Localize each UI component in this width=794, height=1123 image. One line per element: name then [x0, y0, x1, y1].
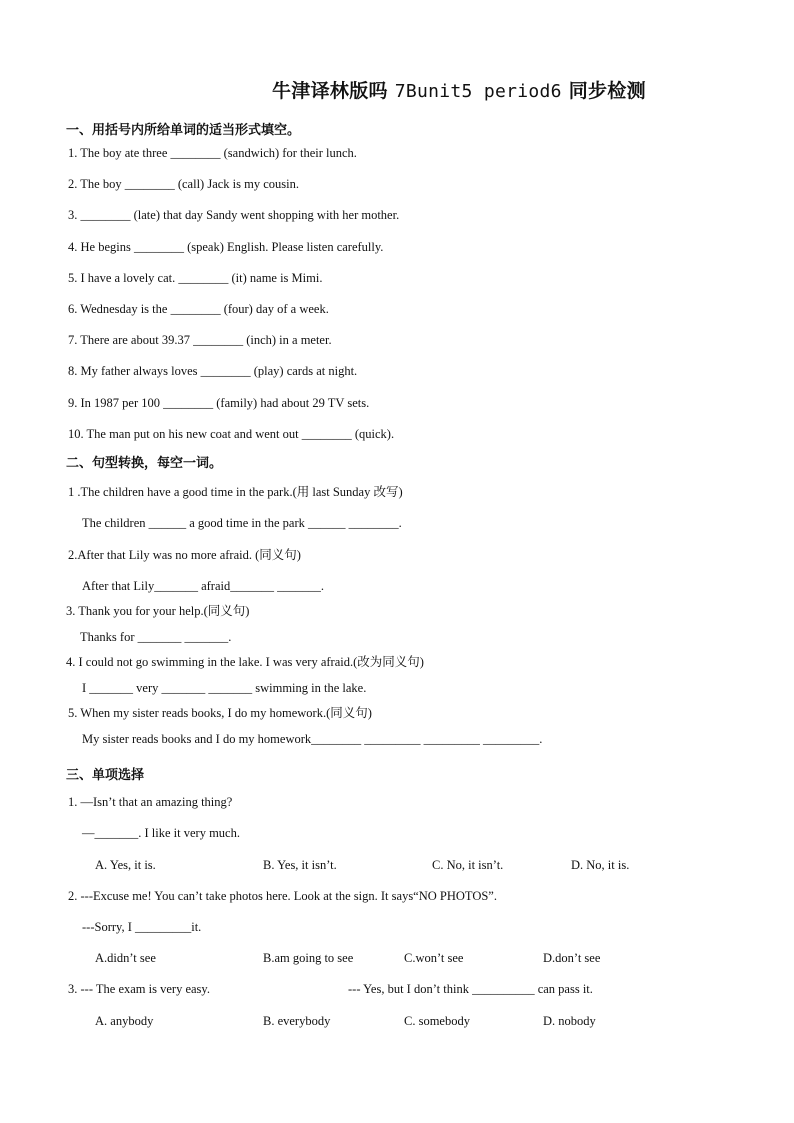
s3-q2-option-c: C.won’t see	[404, 951, 464, 965]
s2-answer-3: Thanks for _______ _______.	[80, 630, 232, 644]
s1-question-7: 7. There are about 39.37 ________ (inch) in a meter.	[68, 333, 332, 347]
s3-q3-option-d: D. nobody	[543, 1014, 596, 1028]
s3-question-1: 1. —Isn’t that an amazing thing?	[68, 795, 233, 809]
s1-question-1: 1. The boy ate three ________ (sandwich) for their lunch.	[68, 146, 357, 160]
s3-q2-option-d: D.don’t see	[543, 951, 601, 965]
s3-q1-option-b: B. Yes, it isn’t.	[263, 858, 337, 872]
s3-q3-option-c: C. somebody	[404, 1014, 470, 1028]
section-3-heading: 三、单项选择	[66, 768, 145, 783]
s1-question-10: 10. The man put on his new coat and went out ________ (quick).	[68, 427, 395, 441]
s2-answer-5: My sister reads books and I do my homework________ _________ _________ _________.	[82, 732, 543, 746]
section-2-heading: 二、句型转换，每空一词。	[66, 456, 223, 471]
s2-answer-4: I _______ very _______ _______ swimming in the lake.	[82, 681, 367, 695]
s3-q2-option-a: A.didn’t see	[95, 951, 156, 965]
s2-question-2: 2.After that Lily was no more afraid. (同义句)	[68, 548, 301, 562]
s3-question-2: 2. ---Excuse me! You can’t take photos here. Look at the sign. It says“NO PHOTOS”.	[68, 889, 497, 903]
s3-question-1-response: —_______. I like it very much.	[82, 826, 240, 840]
s3-q1-option-d: D. No, it is.	[571, 858, 630, 872]
s2-question-1: 1 .The children have a good time in the park.(用 last Sunday 改写)	[68, 485, 403, 499]
s3-question-3: 3. --- The exam is very easy.	[68, 982, 210, 996]
s2-answer-2: After that Lily_______ afraid_______ _______.	[82, 579, 324, 593]
s3-q3-option-a: A. anybody	[95, 1014, 154, 1028]
s1-question-5: 5. I have a lovely cat. ________ (it) name is Mimi.	[68, 271, 323, 285]
s3-q2-option-b: B.am going to see	[263, 951, 354, 965]
s3-question-2-response: ---Sorry, I _________it.	[82, 920, 202, 934]
s1-question-6: 6. Wednesday is the ________ (four) day of a week.	[68, 302, 329, 316]
s2-question-3: 3. Thank you for your help.(同义句)	[66, 604, 250, 618]
title-part-2: 7Bunit5 period6	[394, 81, 562, 102]
s2-question-4: 4. I could not go swimming in the lake. I was very afraid.(改为同义句)	[66, 655, 424, 669]
s3-q3-option-b: B. everybody	[263, 1014, 331, 1028]
s3-question-3-response: --- Yes, but I don’t think __________ can pass it.	[348, 982, 593, 996]
title-part-1: 牛津译林版吗	[272, 80, 395, 102]
s1-question-8: 8. My father always loves ________ (play) cards at night.	[68, 364, 358, 378]
s1-question-9: 9. In 1987 per 100 ________ (family) had about 29 TV sets.	[68, 396, 370, 410]
s1-question-4: 4. He begins ________ (speak) English. Please listen carefully.	[68, 240, 384, 254]
s2-answer-1: The children ______ a good time in the park ______ ________.	[82, 516, 402, 530]
section-1-heading: 一、用括号内所给单词的适当形式填空。	[66, 123, 301, 138]
s2-question-5: 5. When my sister reads books, I do my homework.(同义句)	[68, 706, 372, 720]
s1-question-3: 3. ________ (late) that day Sandy went shopping with her mother.	[68, 208, 400, 222]
page-title	[272, 76, 646, 103]
s1-question-2: 2. The boy ________ (call) Jack is my cousin.	[68, 177, 299, 191]
title-part-3: 同步检测	[561, 80, 646, 102]
s3-q1-option-a: A. Yes, it is.	[95, 858, 156, 872]
s3-q1-option-c: C. No, it isn’t.	[432, 858, 504, 872]
